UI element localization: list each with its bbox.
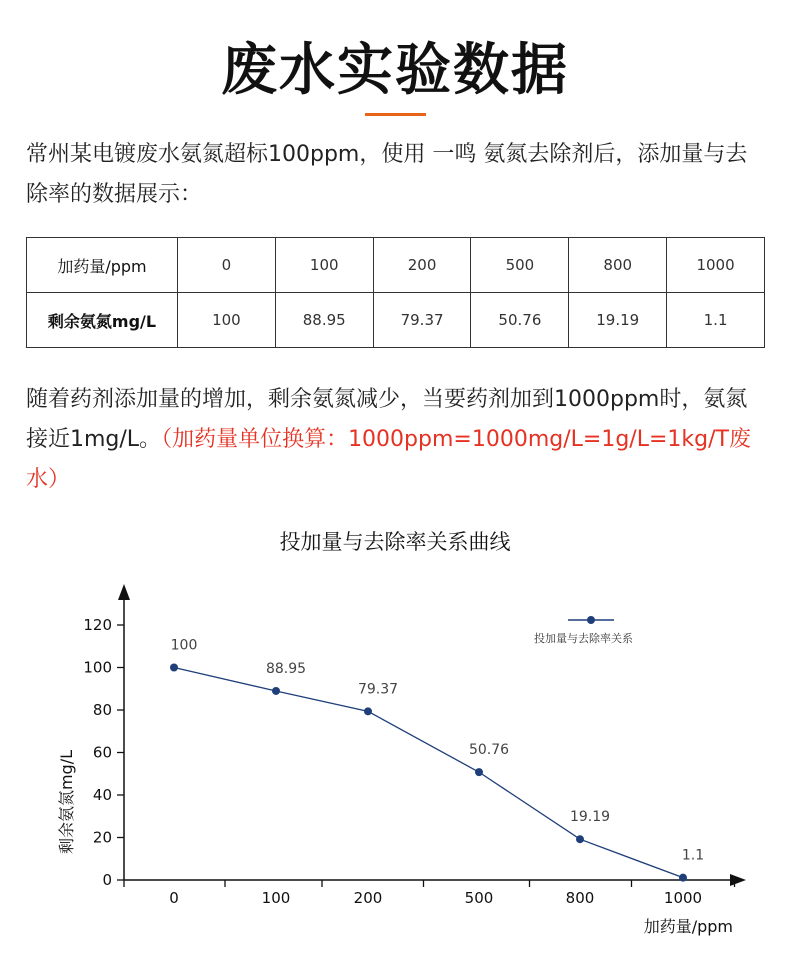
legend-label: 投加量与去除率关系 [534,632,633,645]
data-point [576,835,584,843]
data-label: 79.37 [357,681,399,698]
table-cell: 800 [569,238,667,293]
table-cell: 1000 [667,238,765,293]
table-cell: 79.37 [373,293,471,348]
table-cell: 1.1 [667,293,765,348]
y-tick-label: 120 [83,616,112,634]
x-tick-label: 0 [169,889,179,907]
table-cell: 200 [373,238,471,293]
data-point [170,664,178,672]
table-cell: 88.95 [275,293,373,348]
chart-series [170,638,704,882]
line-chart [0,510,790,960]
y-axis-arrow [118,584,130,600]
y-tick-label: 40 [92,786,112,804]
series-line [174,668,683,878]
y-tick-label: 60 [92,743,112,762]
table-cell: 19.19 [569,293,667,348]
unit-conversion-note: （加药量单位换算：1000ppm=1000mg/L=1g/L=1kg/T废水） [26,427,751,492]
y-tick-label: 0 [102,871,112,889]
data-table [26,237,765,348]
chart-ticks [83,616,734,907]
table-cell: 100 [178,293,276,348]
conclusion-text [26,380,766,500]
table-cell: 0 [178,238,276,293]
data-label: 19.19 [569,809,611,826]
data-label: 88.95 [265,660,307,677]
conclusion-body: 随着药剂添加量的增加，剩余氨氮减少，当要药剂加到1000ppm时，氨氮接近1mg/L。 [26,387,748,452]
title-underline [365,113,426,116]
table-row [27,238,765,293]
row-header-dosage: 加药量/ppm [27,238,178,293]
y-tick-label: 80 [92,701,112,719]
x-tick-label: 100 [261,889,291,907]
data-label: 100 [170,637,198,654]
data-point [679,874,687,882]
intro-text: 常州某电镀废水氨氮超标100ppm，使用 一鸣 氨氮去除剂后，添加量与去除率的数据展示： [26,142,748,207]
x-axis-arrow [730,874,746,886]
x-tick-label: 200 [353,889,383,907]
x-tick-label: 1000 [663,889,703,907]
x-axis-label: 加药量/ppm [643,917,733,936]
data-label: 1.1 [681,847,705,864]
chart-title: 投加量与去除率关系曲线 [279,530,511,554]
chart-legend [534,616,633,645]
data-label: 50.76 [468,742,510,759]
page-title: 废水实验数据 [221,38,569,103]
table-row [27,293,765,348]
data-point [475,768,483,776]
y-tick-label: 100 [83,658,112,677]
table-cell: 100 [275,238,373,293]
data-point [364,707,372,715]
legend-marker [587,616,595,624]
y-tick-label: 20 [92,828,112,847]
x-tick-label: 800 [565,889,595,907]
table-cell: 500 [471,238,569,293]
data-point [272,687,280,695]
x-tick-label: 500 [464,889,494,907]
y-axis-label: 剩余氨氮mg/L [57,749,76,855]
table-cell: 50.76 [471,293,569,348]
chart-axes [57,584,746,936]
row-header-residual: 剩余氨氮mg/L [27,293,178,348]
